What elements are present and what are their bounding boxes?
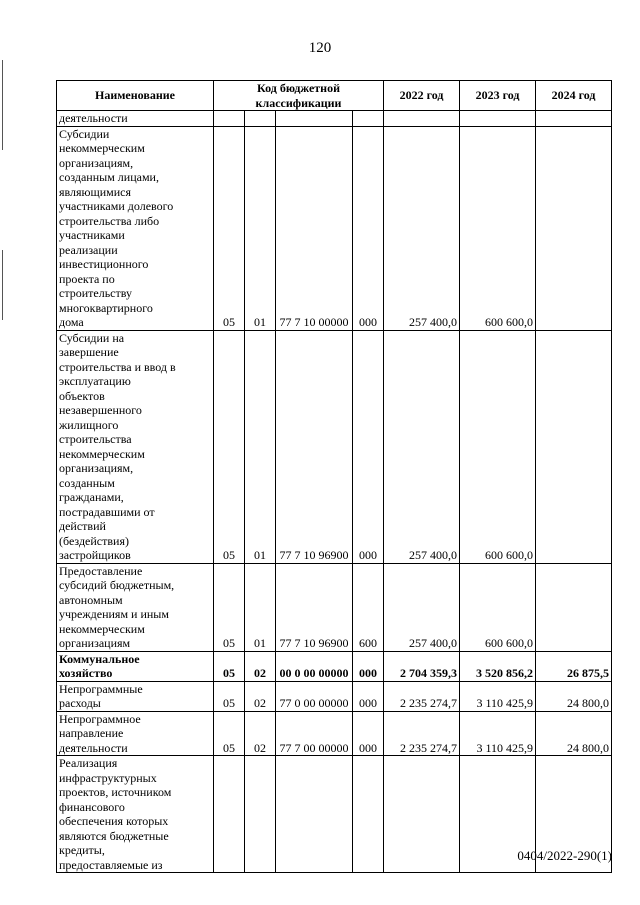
- page-number: 120: [308, 40, 332, 56]
- amount-2023: [460, 111, 536, 127]
- amount-2023: 3 110 425,9: [460, 711, 536, 756]
- amount-2022: 2 235 274,7: [384, 681, 460, 711]
- row-name: [57, 711, 214, 756]
- expense-type-code: 000: [353, 681, 384, 711]
- row-name-line: инвестиционного: [59, 257, 149, 271]
- row-name-line: Субсидии: [59, 126, 110, 141]
- header-2022: 2022 год: [384, 81, 460, 111]
- row-name-line: строительства: [59, 432, 132, 446]
- amount-2024: 26 875,5: [536, 651, 612, 681]
- amount-2022: [384, 756, 460, 873]
- target-item-code: 77 7 10 96900: [276, 563, 353, 651]
- row-name: [57, 330, 214, 563]
- row-name-line: созданным лицами,: [59, 170, 159, 184]
- section-code: [214, 756, 245, 873]
- row-name-line: предоставляемые из: [59, 857, 163, 872]
- amount-2022: 2 704 359,3: [384, 651, 460, 681]
- amount-2023: 3 520 856,2: [460, 651, 536, 681]
- row-name-line: учреждениям и иным: [59, 607, 169, 621]
- row-name-line: организациям,: [59, 461, 134, 475]
- amount-2024: [536, 330, 612, 563]
- amount-2024: 24 800,0: [536, 681, 612, 711]
- row-name-line: строительства либо: [59, 213, 160, 228]
- row-name-line: являющимися: [59, 184, 132, 199]
- amount-2023: 600 600,0: [460, 126, 536, 330]
- row-name-line: эксплуатацию: [59, 374, 131, 388]
- row-name-line: многоквартирного: [59, 300, 153, 315]
- section-code: 05: [214, 711, 245, 756]
- row-name-line: Коммунальное: [59, 651, 140, 666]
- row-name-line: организациям,: [59, 155, 134, 170]
- target-item-code: 77 0 00 00000: [276, 681, 353, 711]
- target-item-code: 77 7 10 00000: [276, 126, 353, 330]
- target-item-code: 00 0 00 00000: [276, 651, 353, 681]
- row-name-line: субсидий бюджетным,: [59, 578, 175, 592]
- amount-2022: 257 400,0: [384, 126, 460, 330]
- row-name-line: некоммерческим: [59, 141, 145, 155]
- section-code: 05: [214, 330, 245, 563]
- subsection-code: 01: [245, 126, 276, 330]
- row-name: [57, 681, 214, 711]
- subsection-code: 02: [245, 711, 276, 756]
- table-row: [57, 651, 612, 681]
- table-row: [57, 563, 612, 651]
- subsection-code: 01: [245, 563, 276, 651]
- scan-edge-mark: [2, 250, 3, 320]
- row-name-line: некоммерческим: [59, 621, 145, 636]
- row-name-line: (бездействия): [59, 533, 129, 548]
- row-name-line: Предоставление: [59, 563, 143, 578]
- subsection-code: [245, 756, 276, 873]
- expense-type-code: 000: [353, 330, 384, 563]
- expense-type-code: 000: [353, 711, 384, 756]
- row-name-line: Реализация: [59, 756, 118, 770]
- row-name-line: дома: [59, 315, 84, 329]
- target-item-code: 77 7 10 96900: [276, 330, 353, 563]
- row-name-line: финансового: [59, 799, 125, 814]
- row-name-line: Субсидии на: [59, 330, 125, 345]
- target-item-code: [276, 111, 353, 127]
- expense-type-code: [353, 111, 384, 127]
- section-code: 05: [214, 563, 245, 651]
- amount-2022: 2 235 274,7: [384, 711, 460, 756]
- row-name-line: хозяйство: [59, 666, 113, 680]
- scan-edge-mark: [2, 60, 3, 150]
- row-name-line: обеспечения которых: [59, 814, 169, 828]
- amount-2023: 600 600,0: [460, 330, 536, 563]
- row-name-line: объектов: [59, 388, 105, 403]
- subsection-code: 02: [245, 681, 276, 711]
- row-name-line: кредиты,: [59, 843, 105, 857]
- expense-type-code: [353, 756, 384, 873]
- section-code: [214, 111, 245, 127]
- section-code: 05: [214, 651, 245, 681]
- target-item-code: [276, 756, 353, 873]
- budget-table: [56, 80, 612, 873]
- amount-2023: 3 110 425,9: [460, 681, 536, 711]
- amount-2024: [536, 563, 612, 651]
- row-name: [57, 651, 214, 681]
- row-name-line: Непрограммное: [59, 711, 141, 726]
- row-name-line: деятельности: [59, 111, 128, 125]
- expense-type-code: 000: [353, 651, 384, 681]
- amount-2024: 24 800,0: [536, 711, 612, 756]
- row-name-line: застройщиков: [59, 548, 131, 562]
- expense-type-code: 000: [353, 126, 384, 330]
- row-name-line: гражданами,: [59, 490, 124, 504]
- table-row: [57, 111, 612, 127]
- row-name-line: созданным: [59, 475, 115, 490]
- row-name-line: являются бюджетные: [59, 828, 169, 843]
- header-code: Код бюджетной классификации: [214, 81, 384, 111]
- row-name-line: незавершенного: [59, 403, 142, 417]
- subsection-code: [245, 111, 276, 127]
- subsection-code: 02: [245, 651, 276, 681]
- row-name-line: деятельности: [59, 740, 128, 755]
- row-name-line: направление: [59, 726, 124, 740]
- amount-2022: 257 400,0: [384, 563, 460, 651]
- row-name-line: расходы: [59, 696, 101, 710]
- table-row: [57, 711, 612, 756]
- row-name-line: Непрограммные: [59, 681, 143, 696]
- row-name: [57, 126, 214, 330]
- table-header-row: [57, 81, 612, 111]
- row-name-line: участниками: [59, 228, 125, 242]
- row-name-line: проекта по: [59, 271, 115, 286]
- table-body: [57, 111, 612, 873]
- row-name-line: некоммерческим: [59, 446, 145, 461]
- amount-2022: 257 400,0: [384, 330, 460, 563]
- amount-2023: 600 600,0: [460, 563, 536, 651]
- amount-2024: [536, 126, 612, 330]
- section-code: 05: [214, 681, 245, 711]
- row-name: [57, 563, 214, 651]
- table-row: [57, 681, 612, 711]
- expense-type-code: 600: [353, 563, 384, 651]
- row-name-line: участниками долевого: [59, 199, 174, 213]
- header-2024: 2024 год: [536, 81, 612, 111]
- row-name: [57, 111, 214, 127]
- row-name-line: пострадавшими от: [59, 504, 155, 519]
- row-name-line: действий: [59, 519, 106, 533]
- row-name-line: инфраструктурных: [59, 770, 157, 785]
- row-name: [57, 756, 214, 873]
- section-code: 05: [214, 126, 245, 330]
- row-name-line: строительству: [59, 286, 132, 300]
- subsection-code: 01: [245, 330, 276, 563]
- amount-2022: [384, 111, 460, 127]
- target-item-code: 77 7 00 00000: [276, 711, 353, 756]
- header-name: Наименование: [57, 81, 214, 111]
- header-2023: 2023 год: [460, 81, 536, 111]
- document-code: 0404/2022-290(1): [517, 848, 612, 863]
- row-name-line: проектов, источником: [59, 785, 172, 799]
- amount-2024: [536, 111, 612, 127]
- row-name-line: реализации: [59, 242, 118, 257]
- table-row: [57, 330, 612, 563]
- row-name-line: завершение: [59, 345, 119, 359]
- row-name-line: строительства и ввод в: [59, 359, 176, 374]
- table-row: [57, 126, 612, 330]
- row-name-line: жилищного: [59, 417, 119, 432]
- row-name-line: организациям: [59, 636, 131, 650]
- row-name-line: автономным: [59, 592, 123, 607]
